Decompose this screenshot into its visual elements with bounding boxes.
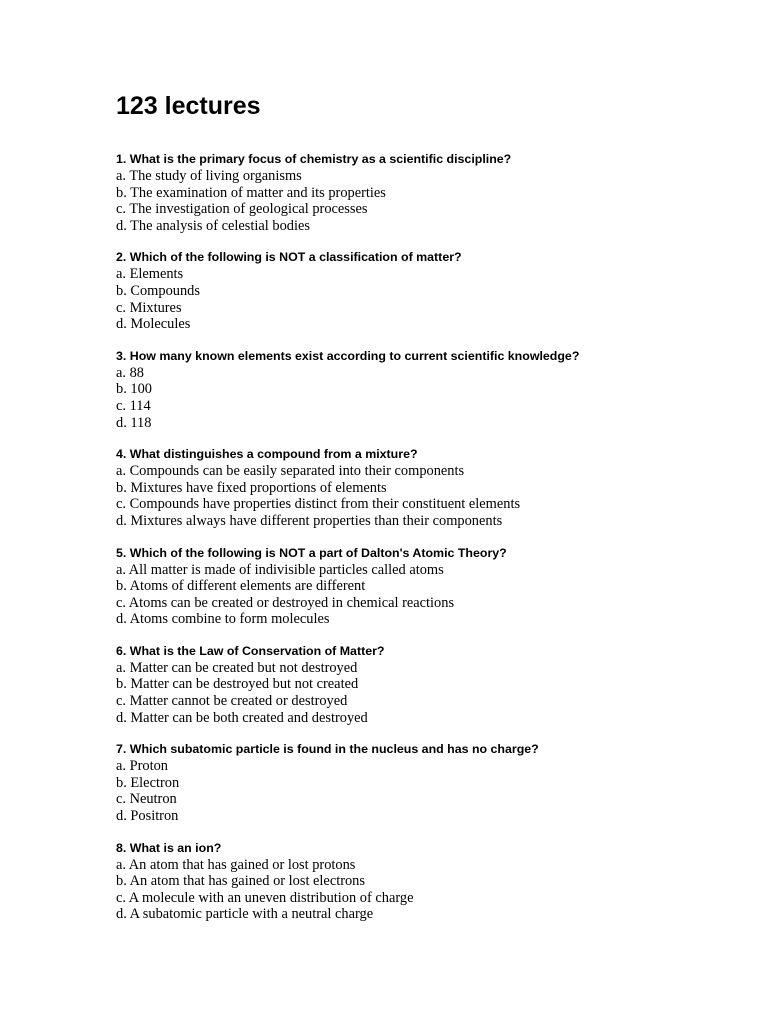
question-text: 8. What is an ion?	[116, 840, 222, 855]
option-d: d. 118	[116, 414, 152, 431]
question-5	[116, 545, 736, 628]
document-page	[116, 90, 736, 938]
option-a: a. The study of living organisms	[116, 168, 302, 184]
option-b: b. The examination of matter and its properties	[116, 184, 386, 201]
option-c: c. Mixtures	[116, 299, 182, 316]
option-list	[116, 562, 736, 628]
question-8	[116, 840, 736, 923]
question-text: 7. Which subatomic particle is found in the nucleus and has no charge?	[116, 742, 539, 757]
option-c: c. A molecule with an uneven distribution of charge	[116, 889, 414, 906]
option-d: d. Atoms combine to form molecules	[116, 611, 330, 628]
option-a: a. Matter can be created but not destroyed	[116, 659, 358, 676]
option-b: b. Matter can be destroyed but not created	[116, 676, 359, 693]
option-d: d. A subatomic particle with a neutral charge	[116, 906, 374, 923]
option-d: d. Mixtures always have different properties than their components	[116, 512, 503, 529]
option-c: c. 114	[116, 397, 151, 414]
question-text: 5. Which of the following is NOT a part of Dalton's Atomic Theory?	[116, 545, 507, 560]
question-text: 6. What is the Law of Conservation of Matter?	[116, 643, 385, 658]
question-1	[116, 151, 736, 234]
option-b: b. Electron	[116, 774, 180, 791]
option-a: a. All matter is made of indivisible particles called atoms	[116, 561, 444, 578]
question-7	[116, 741, 736, 824]
option-list	[116, 168, 736, 234]
page-title: 123 lectures	[116, 92, 261, 120]
option-b: b. Atoms of different elements are different	[116, 578, 366, 595]
option-list	[116, 365, 736, 431]
option-a: a. Compounds can be easily separated into their components	[116, 463, 465, 480]
question-text: 4. What distinguishes a compound from a mixture?	[116, 447, 418, 462]
option-c: c. The investigation of geological processes	[116, 201, 368, 218]
option-a: a. Proton	[116, 758, 168, 775]
option-a: a. An atom that has gained or lost protons	[116, 856, 356, 873]
option-b: b. 100	[116, 381, 152, 398]
option-c: c. Atoms can be created or destroyed in chemical reactions	[116, 594, 455, 611]
question-6	[116, 643, 736, 726]
option-b: b. An atom that has gained or lost electrons	[116, 873, 365, 890]
question-2	[116, 249, 736, 332]
option-a: a. Elements	[116, 266, 184, 283]
question-text: 1. What is the primary focus of chemistry as a scientific discipline?	[116, 152, 512, 166]
option-list	[116, 660, 736, 726]
question-4	[116, 446, 736, 529]
option-d: d. Positron	[116, 808, 179, 825]
option-c: c. Compounds have properties distinct from their constituent elements	[116, 496, 521, 513]
question-3	[116, 348, 736, 431]
option-a: a. 88	[116, 364, 144, 381]
option-c: c. Matter cannot be created or destroyed	[116, 693, 348, 710]
option-d: d. Matter can be both created and destroyed	[116, 709, 368, 726]
option-list	[116, 857, 736, 923]
option-d: d. Molecules	[116, 316, 191, 333]
option-d: d. The analysis of celestial bodies	[116, 217, 310, 234]
question-text: 3. How many known elements exist according to current scientific knowledge?	[116, 348, 580, 363]
option-list	[116, 463, 736, 529]
question-text: 2. Which of the following is NOT a classification of matter?	[116, 250, 462, 265]
option-list	[116, 758, 736, 824]
option-c: c. Neutron	[116, 791, 177, 808]
option-b: b. Compounds	[116, 282, 200, 299]
option-b: b. Mixtures have fixed proportions of elements	[116, 479, 387, 496]
option-list	[116, 266, 736, 332]
